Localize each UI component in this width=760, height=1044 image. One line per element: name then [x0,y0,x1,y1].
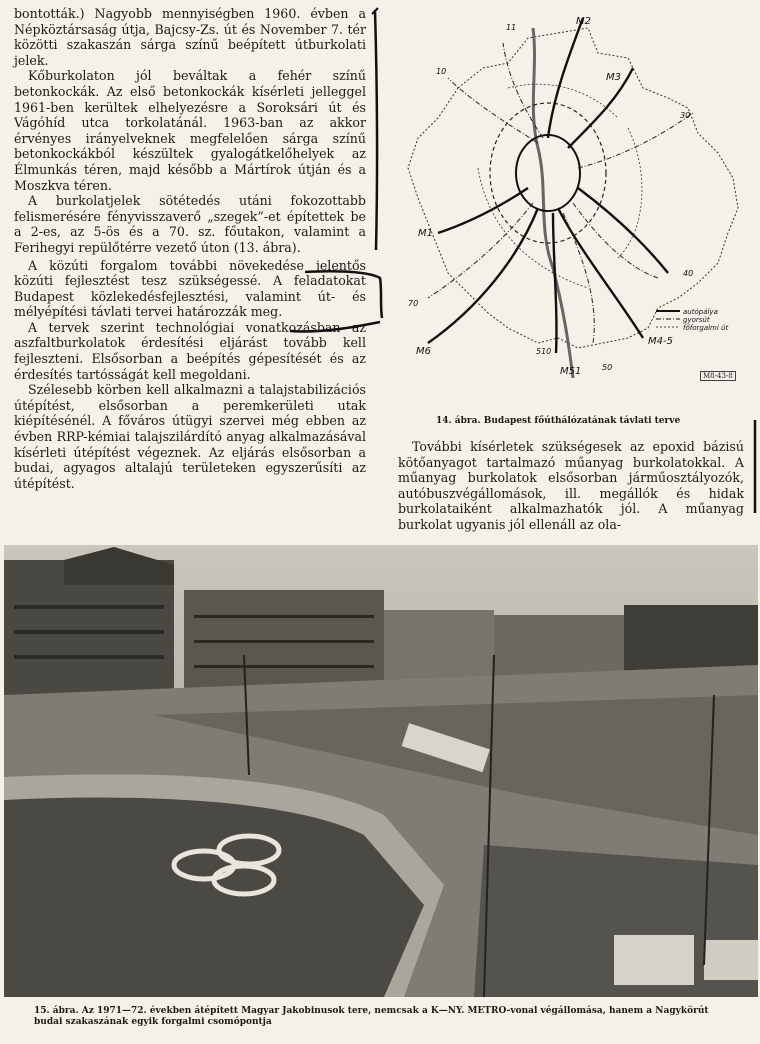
paragraph: A tervek szerint technológiai vonatkozásban az aszfaltburkolatok érdesítési eljárást tovább kell fejleszteni. Elsősorban a beépítés gépesítését és az érdesítés tartósságát kell megoldani. [14,319,366,382]
right-text-column [398,439,744,533]
paragraph: A közúti forgalom további növekedése jelentős közúti fejlesztést tesz szükségessé. A feladatokat Budapest közlekedésfejlesztési, valamint út- és mélyépítési távlati tervei határozzák meg. [14,257,366,320]
figure-code: M8-43-8 [700,371,736,381]
map-label-50: 50 [602,363,613,372]
paragraph: További kísérletek szükségesek az epoxid bázisú kötőanyagot tartalmazó műanyag burkolatokkal. A műanyag burkolatok elsősorban járműosztályozók, autóbuszvégállomások, ill. megállók és hidak burkolataiként alkalmazhatók jól. A műanyag burkolat ugyanis jól ellenáll az ola- [398,439,744,532]
map-label-m4-5: M4-5 [648,336,673,347]
map-label-m2: M2 [576,16,591,27]
map-legend [656,308,728,332]
svg-text:autópálya: autópálya [683,308,718,316]
map-label-10: 10 [436,67,447,76]
paragraph: bontották.) Nagyobb mennyiségben 1960. évben a Népköztársaság útja, Bajcsy-Zs. út és November 7. tér közötti szakaszán sárga színű beépített útburkolati jelek. [14,6,366,68]
square-photograph [4,545,758,997]
svg-text:gyorsút: gyorsút [683,316,710,324]
figure-14-caption: 14. ábra. Budapest főúthálózatának távlati terve [436,416,681,426]
road-network-map [388,8,750,380]
map-label-11: 11 [506,23,517,32]
map-label-m51: M51 [560,366,582,377]
margin-mark [750,418,760,518]
map-label-m6: M6 [416,346,431,357]
figure-15-caption: 15. ábra. Az 1971—72. években átépített Magyar Jakobinusok tere, nemcsak a K—NY. METRO-vonal végállomása, hanem a Nagykörút budai szakaszának egyik forgalmi csomópontja [34,1006,709,1027]
map-label-70: 70 [408,299,419,308]
map-label-m3: M3 [606,72,621,83]
svg-text:főforgalmi út: főforgalmi út [683,324,729,332]
map-label-30: 30 [680,111,691,120]
map-label-40: 40 [683,269,694,278]
map-label-510: 510 [536,347,552,356]
paragraph: Szélesebb körben kell alkalmazni a talajstabilizációs útépítést, elsősorban a peremkerületi utak kiépítésénél. A főváros útügyi szervei még ebben az évben RRP-kémiai talajszilárdító anyag alkalmazásával kísérleti útépítést végeznek. Az eljárás elsősorban a budai, agyagos altalajú területeken egyszerűsíti az útépítést. [14,382,366,491]
paragraph: A burkolatjelek sötétedés utáni fokozottabb felismerésére fényvisszaverő „szegek”-et építettek be a 2-es, az 5-ös és a 70. sz. főutakon, valamint a Ferihegyi repülőtérre vezető úton (13. ábra). [14,193,366,255]
map-label-m1: M1 [418,228,433,239]
paragraph: Kőburkolaton jól beváltak a fehér színű betonkockák. Az első betonkockák kísérleti jelleggel 1961-ben kerültek elhelyezésre a Soroksári út és Vágóhíd utca torkolatánál. 1963-ban az akkor érvényes irányelveknek megfelelően sárga színű betonkockákból készültek gyalogátkelőhelyek az Élmunkás téren, majd később a Mártírok útján és a Moszkva téren. [14,68,366,193]
